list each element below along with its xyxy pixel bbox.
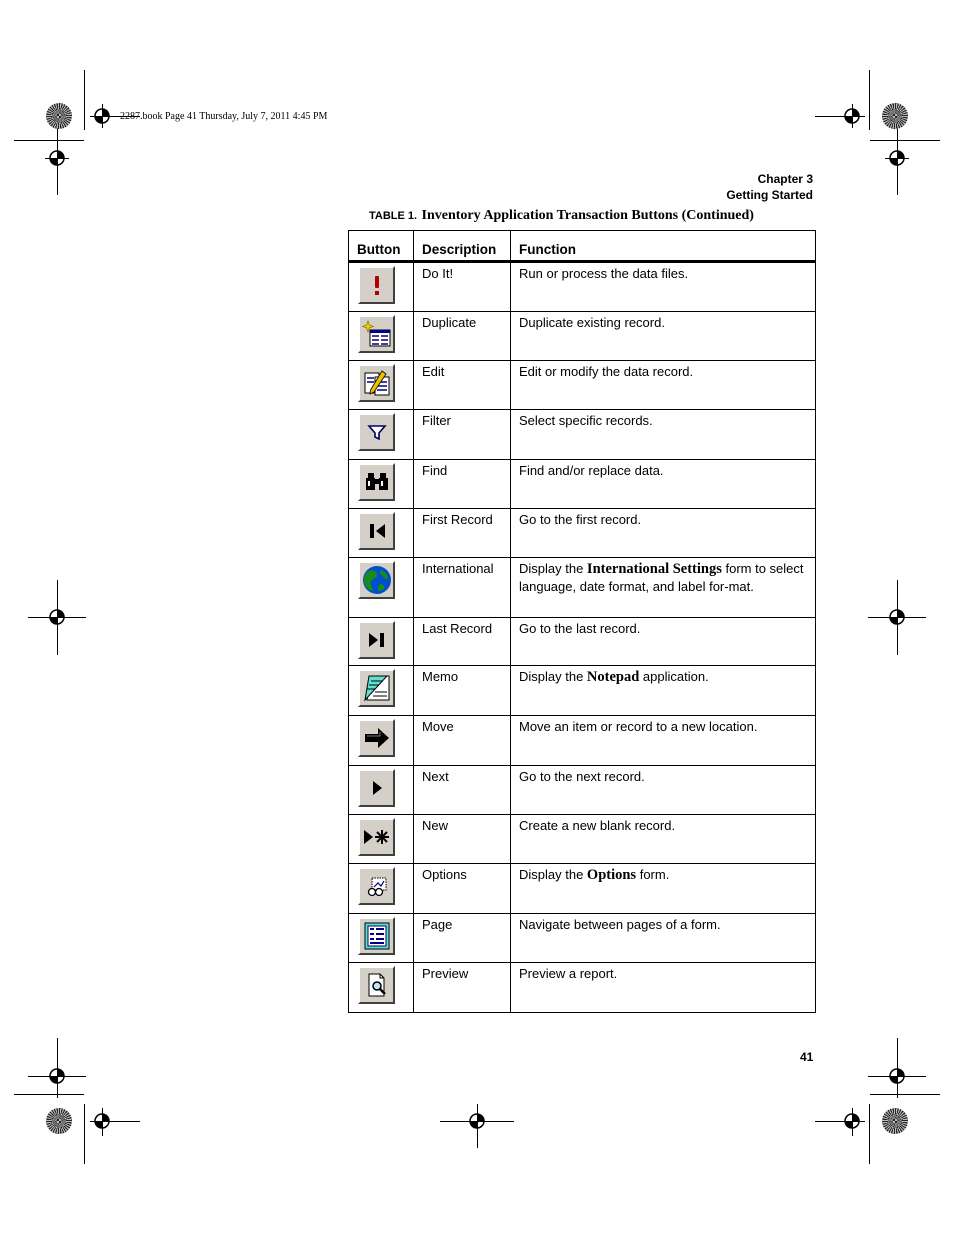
icon-cell [349,666,414,716]
table-row [349,716,816,766]
starburst-target-icon [46,103,72,129]
table-row [349,312,816,361]
table-row [349,262,816,312]
function-cell: Go to the next record. [511,766,816,815]
table-row [349,361,816,410]
exclamation-icon [358,266,395,304]
function-cell: Display the Notepad application. [511,666,816,716]
description-cell: Preview [414,963,511,1013]
page-number: 41 [800,1050,814,1064]
function-cell: Go to the last record. [511,618,816,666]
description-cell: Find [414,460,511,509]
function-cell: Select specific records. [511,410,816,460]
table-row [349,460,816,509]
next-icon [358,769,395,807]
icon-cell [349,766,414,815]
table-row [349,914,816,963]
registration-target-icon [45,146,69,170]
notepad-icon [358,669,395,707]
table-row [349,815,816,864]
icon-cell [349,914,414,963]
description-cell: Duplicate [414,312,511,361]
column-header-description: Description [414,231,511,262]
icon-cell [349,509,414,558]
icon-cell [349,410,414,460]
starburst-target-icon [882,103,908,129]
description-cell: Page [414,914,511,963]
options-icon [358,867,395,905]
table-header-row [349,231,816,262]
icon-cell [349,460,414,509]
description-cell: Memo [414,666,511,716]
new-record-icon [358,818,395,856]
description-cell: International [414,558,511,618]
ui-term: Options [586,867,637,883]
ui-term: International Settings [586,561,722,577]
starburst-target-icon [46,1108,72,1134]
function-cell: Duplicate existing record. [511,312,816,361]
icon-cell [349,716,414,766]
chapter-label: Chapter 3 [757,172,813,186]
table-title: Inventory Application Transaction Buttons (Continued) [421,208,754,223]
function-cell: Run or process the data files. [511,262,816,312]
registration-target-icon [465,1109,489,1133]
table-label: TABLE 1. [369,210,418,222]
description-cell: Next [414,766,511,815]
description-cell: Move [414,716,511,766]
icon-cell [349,361,414,410]
table-caption [369,206,754,224]
registration-target-icon [45,1064,69,1088]
description-cell: Do It! [414,262,511,312]
table-row [349,963,816,1013]
description-cell: Last Record [414,618,511,666]
icon-cell [349,312,414,361]
running-head [726,171,813,203]
icon-cell [349,618,414,666]
registration-target-icon [885,146,909,170]
page-icon [358,917,395,955]
print-slug: 2287.book Page 41 Thursday, July 7, 2011 4:45 PM [120,111,328,122]
registration-target-icon [90,1109,114,1133]
function-cell: Move an item or record to a new location. [511,716,816,766]
arrow-right-icon [358,719,395,757]
section-label: Getting Started [726,188,813,202]
column-header-button: Button [349,231,414,262]
function-cell: Go to the first record. [511,509,816,558]
function-cell: Display the Options form. [511,864,816,914]
first-record-icon [358,512,395,550]
edit-icon [358,364,395,402]
table-row [349,509,816,558]
description-cell: Options [414,864,511,914]
ui-term: Notepad [586,669,640,685]
table-row [349,666,816,716]
description-cell: Filter [414,410,511,460]
function-cell: Display the International Settings form to select language, date format, and label for-mat. [511,558,816,618]
starburst-target-icon [882,1108,908,1134]
registration-target-icon [885,605,909,629]
function-cell: Navigate between pages of a form. [511,914,816,963]
icon-cell [349,864,414,914]
icon-cell [349,262,414,312]
registration-target-icon [90,104,114,128]
table-row [349,558,816,618]
icon-cell [349,963,414,1013]
icon-cell [349,815,414,864]
icon-cell [349,558,414,618]
function-cell: Create a new blank record. [511,815,816,864]
registration-target-icon [45,605,69,629]
binoculars-icon [358,463,395,501]
duplicate-icon [358,315,395,353]
description-cell: First Record [414,509,511,558]
function-cell: Find and/or replace data. [511,460,816,509]
registration-target-icon [840,1109,864,1133]
table-row [349,864,816,914]
description-cell: Edit [414,361,511,410]
registration-target-icon [885,1064,909,1088]
description-cell: New [414,815,511,864]
transaction-buttons-table [348,230,816,1013]
filter-icon [358,413,395,451]
table-row [349,410,816,460]
table-row [349,618,816,666]
function-cell: Edit or modify the data record. [511,361,816,410]
table-row [349,766,816,815]
registration-target-icon [840,104,864,128]
globe-icon [358,561,395,599]
preview-icon [358,966,395,1004]
column-header-function: Function [511,231,816,262]
function-cell: Preview a report. [511,963,816,1013]
last-record-icon [358,621,395,659]
